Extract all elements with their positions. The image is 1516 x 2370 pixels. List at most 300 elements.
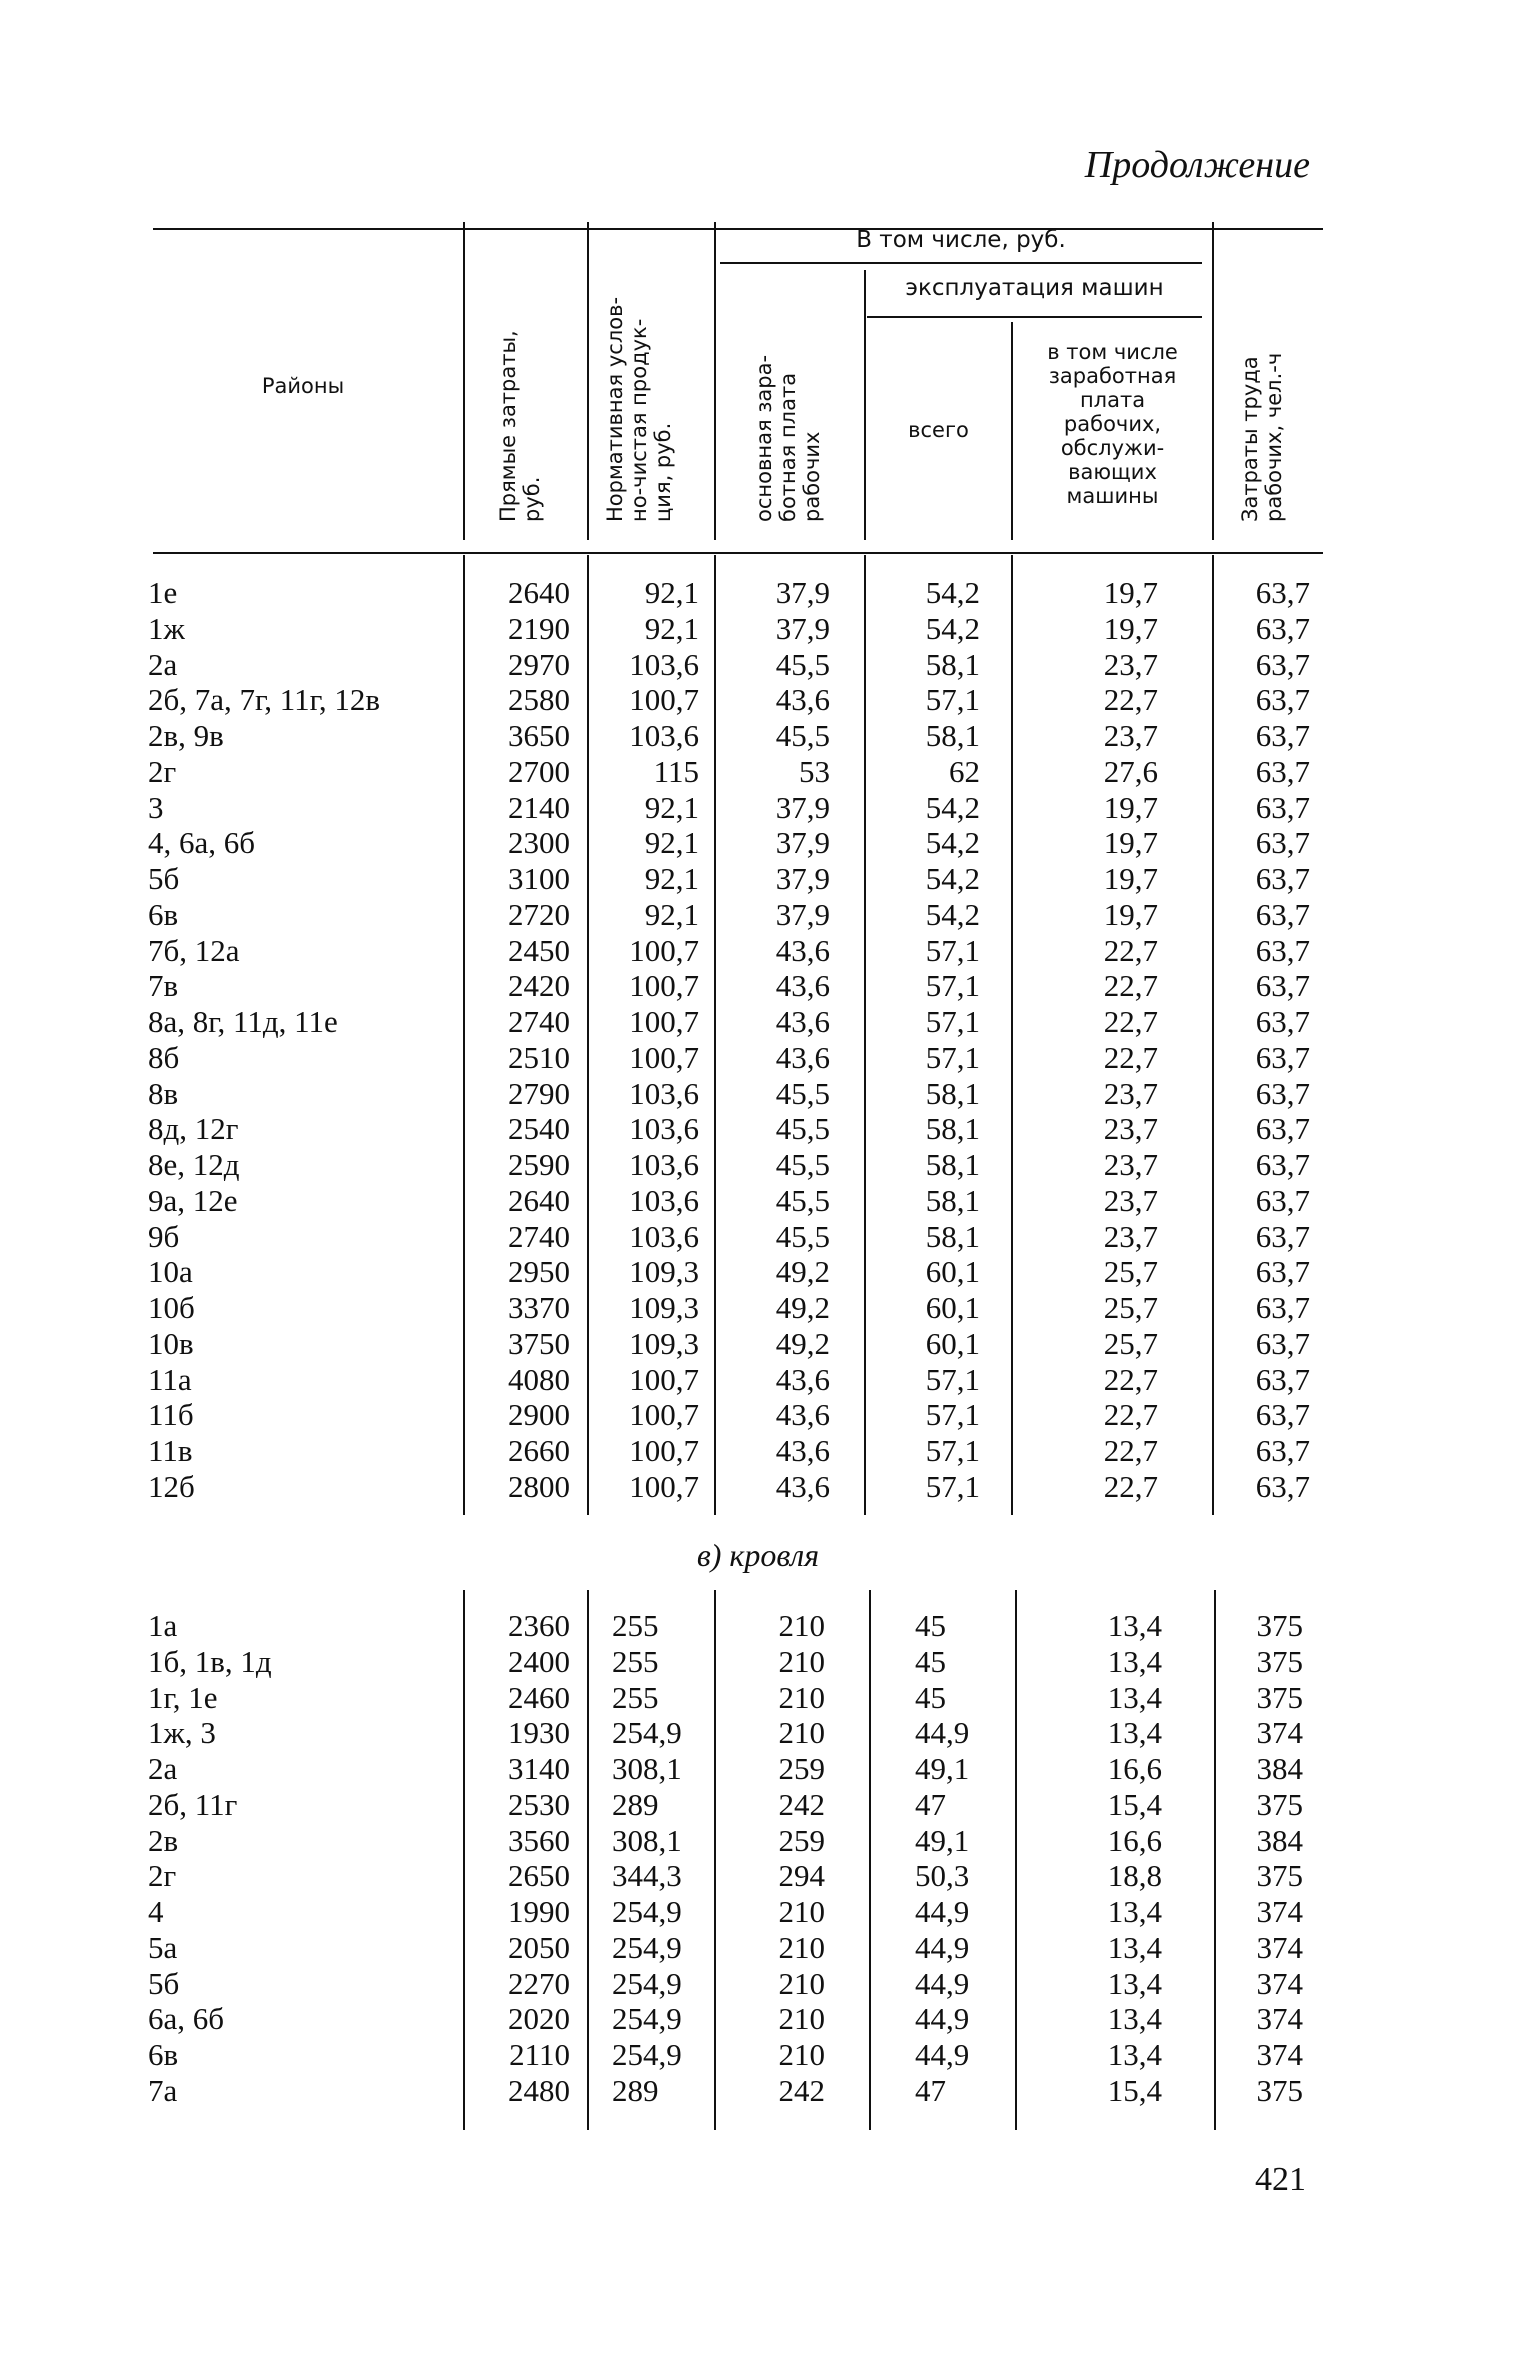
cell-direct-costs: 2790 [508,1075,570,1111]
table-row [0,1433,1516,1469]
cell-machine-wages: 22,7 [1103,968,1158,1004]
cell-region: 2в [148,1822,179,1858]
cell-machine-wages: 19,7 [1103,610,1158,646]
cell-region: 5б [148,1965,180,2001]
cell-base-wages: 49,2 [775,1325,830,1361]
table-row [0,1680,1516,1716]
cell-machine-wages: 19,7 [1103,575,1158,610]
cell-region: 9б [148,1218,180,1254]
cell-direct-costs: 2450 [508,932,570,968]
cell-labor-costs: 375 [1256,1786,1303,1822]
cell-machine-wages: 22,7 [1103,932,1158,968]
cell-region: 6а, 6б [148,2001,225,2037]
cell-machine-wages: 22,7 [1103,1397,1158,1433]
cell-base-wages: 259 [778,1751,825,1786]
cell-base-wages: 49,2 [775,1254,830,1290]
cell-base-wages: 45,5 [775,646,830,682]
table-row [0,1290,1516,1326]
cell-direct-costs: 2400 [508,1643,570,1679]
cell-direct-costs: 2640 [508,1182,570,1218]
cell-machine-total: 44,9 [915,1929,970,1965]
table-row [0,754,1516,790]
cell-normative-output: 308,1 [612,1822,682,1858]
cell-normative-output: 100,7 [629,1039,699,1075]
cell-normative-output: 103,6 [629,1218,699,1254]
cell-base-wages: 210 [778,1679,825,1715]
cell-region: 10б [148,1290,195,1325]
cell-machine-total: 54,2 [925,610,980,646]
cell-labor-costs: 63,7 [1255,753,1310,789]
table-row [0,1183,1516,1219]
cell-labor-costs: 63,7 [1255,682,1310,718]
cell-machine-total: 57,1 [925,932,980,968]
cell-base-wages: 210 [778,1894,825,1929]
cell-labor-costs: 63,7 [1255,646,1310,682]
cell-machine-total: 44,9 [915,2001,970,2037]
cell-base-wages: 37,9 [775,610,830,646]
cell-labor-costs: 63,7 [1255,610,1310,646]
cell-labor-costs: 63,7 [1255,932,1310,968]
cell-machine-wages: 22,7 [1103,1039,1158,1075]
cell-base-wages: 43,6 [775,1397,830,1433]
cell-direct-costs: 3100 [508,861,570,896]
cell-normative-output: 255 [612,1679,659,1715]
cell-normative-output: 92,1 [644,861,699,896]
table-row [0,1076,1516,1112]
cell-machine-total: 54,2 [925,789,980,825]
cell-labor-costs: 63,7 [1255,575,1310,610]
cell-direct-costs: 2900 [508,1397,570,1433]
cell-direct-costs: 2660 [508,1433,570,1468]
cell-normative-output: 308,1 [612,1751,682,1786]
continuation-label: Продолжение [1084,144,1310,186]
table-row [0,2073,1516,2109]
table-row [0,1219,1516,1255]
cell-base-wages: 43,6 [775,1361,830,1397]
cell-normative-output: 103,6 [629,1111,699,1147]
cell-normative-output: 344,3 [612,1858,682,1894]
cell-region: 2а [148,646,178,682]
cell-labor-costs: 63,7 [1255,1397,1310,1433]
cell-labor-costs: 63,7 [1255,789,1310,825]
cell-labor-costs: 63,7 [1255,718,1310,753]
cell-labor-costs: 375 [1256,1608,1303,1643]
cell-machine-total: 45 [915,1679,946,1715]
cell-base-wages: 43,6 [775,1433,830,1468]
section-title-roof: в) кровля [696,1537,820,1573]
cell-labor-costs: 375 [1256,1679,1303,1715]
cell-base-wages: 45,5 [775,718,830,753]
cell-normative-output: 100,7 [629,1397,699,1433]
cell-machine-total: 50,3 [915,1858,970,1894]
cell-direct-costs: 4080 [508,1361,570,1397]
cell-machine-wages: 23,7 [1103,1075,1158,1111]
cell-base-wages: 210 [778,1715,825,1751]
cell-labor-costs: 63,7 [1255,861,1310,896]
cell-labor-costs: 384 [1256,1751,1303,1786]
cell-direct-costs: 2190 [508,610,570,646]
table-row [0,1858,1516,1894]
table-row [0,1111,1516,1147]
cell-normative-output: 92,1 [644,575,699,610]
cell-region: 8е, 12д [148,1147,240,1182]
cell-region: 7б, 12а [148,932,240,968]
cell-region: 7в [148,968,179,1004]
cell-machine-wages: 16,6 [1107,1751,1162,1786]
cell-labor-costs: 374 [1256,2001,1303,2037]
cell-direct-costs: 2140 [508,789,570,825]
cell-machine-wages: 15,4 [1107,2072,1162,2108]
table-row [0,1823,1516,1859]
cell-machine-total: 57,1 [925,1039,980,1075]
cell-machine-total: 54,2 [925,861,980,896]
cell-machine-total: 58,1 [925,1111,980,1147]
cell-machine-wages: 19,7 [1103,789,1158,825]
cell-region: 2б, 11г [148,1786,238,1822]
cell-labor-costs: 384 [1256,1822,1303,1858]
cell-labor-costs: 63,7 [1255,1468,1310,1504]
cell-normative-output: 109,3 [629,1254,699,1290]
cell-machine-wages: 23,7 [1103,1111,1158,1147]
cell-direct-costs: 2590 [508,1147,570,1182]
cell-normative-output: 92,1 [644,610,699,646]
cell-labor-costs: 63,7 [1255,1075,1310,1111]
cell-base-wages: 210 [778,1608,825,1643]
cell-normative-output: 109,3 [629,1325,699,1361]
cell-region: 4, 6а, 6б [148,825,256,861]
including-rule [720,262,1202,264]
cell-machine-wages: 25,7 [1103,1254,1158,1290]
cell-region: 5б [148,861,180,896]
cell-region: 2а [148,1751,178,1786]
cell-machine-wages: 22,7 [1103,1433,1158,1468]
cell-machine-wages: 22,7 [1103,1468,1158,1504]
cell-direct-costs: 2970 [508,646,570,682]
cell-region: 1ж, 3 [148,1715,216,1751]
table-row [0,611,1516,647]
cell-direct-costs: 3140 [508,1751,570,1786]
cell-normative-output: 289 [612,2072,659,2108]
cell-labor-costs: 63,7 [1255,1182,1310,1218]
cell-machine-total: 58,1 [925,646,980,682]
cell-direct-costs: 2360 [508,1608,570,1643]
cell-machine-total: 58,1 [925,1075,980,1111]
machines-rule [867,316,1202,318]
table-row [0,2037,1516,2073]
cell-region: 1а [148,1608,178,1643]
cell-base-wages: 37,9 [775,825,830,861]
cell-base-wages: 294 [778,1858,825,1894]
cell-labor-costs: 375 [1256,1858,1303,1894]
cell-region: 8д, 12г [148,1111,239,1147]
col-divider-1 [463,222,465,540]
table-row [0,1644,1516,1680]
table-row [0,1894,1516,1930]
cell-direct-costs: 3370 [508,1290,570,1325]
cell-base-wages: 43,6 [775,1468,830,1504]
cell-direct-costs: 2540 [508,1111,570,1147]
cell-machine-wages: 19,7 [1103,825,1158,861]
cell-region: 2г [148,753,177,789]
cell-direct-costs: 2460 [508,1679,570,1715]
header-total: всего [908,418,969,442]
cell-region: 12б [148,1468,195,1504]
cell-machine-total: 57,1 [925,1361,980,1397]
table-row [0,1966,1516,2002]
cell-machine-wages: 22,7 [1103,1004,1158,1039]
cell-normative-output: 254,9 [612,1965,682,2001]
cell-region: 8в [148,1075,179,1111]
cell-direct-costs: 2300 [508,825,570,861]
cell-region: 11в [148,1433,193,1468]
cell-machine-wages: 13,4 [1107,2001,1162,2037]
cell-labor-costs: 63,7 [1255,825,1310,861]
cell-region: 1г, 1е [148,1679,218,1715]
cell-base-wages: 210 [778,2001,825,2037]
cell-region: 6в [148,896,179,932]
table-row [0,2001,1516,2037]
cell-machine-total: 60,1 [925,1290,980,1325]
table-row [0,647,1516,683]
cell-machine-wages: 13,4 [1107,1965,1162,2001]
cell-machine-total: 44,9 [915,1965,970,2001]
cell-region: 5а [148,1929,178,1965]
cell-machine-total: 60,1 [925,1254,980,1290]
header-base-wages: основная зара- ботная плата рабочих [752,354,824,522]
table-row [0,825,1516,861]
cell-machine-total: 49,1 [915,1751,970,1786]
cell-base-wages: 210 [778,1929,825,1965]
cell-labor-costs: 374 [1256,1929,1303,1965]
cell-base-wages: 43,6 [775,968,830,1004]
header-regions: Районы [261,374,345,398]
cell-base-wages: 45,5 [775,1182,830,1218]
cell-labor-costs: 63,7 [1255,1325,1310,1361]
cell-region: 1ж [148,610,185,646]
cell-labor-costs: 374 [1256,1715,1303,1751]
cell-machine-wages: 23,7 [1103,1218,1158,1254]
table-row [0,933,1516,969]
cell-region: 2б, 7а, 7г, 11г, 12в [148,682,380,718]
cell-direct-costs: 1930 [508,1715,570,1751]
cell-base-wages: 210 [778,1643,825,1679]
cell-region: 9а, 12е [148,1182,238,1218]
cell-machine-wages: 16,6 [1107,1822,1162,1858]
col-divider-2 [587,222,589,540]
cell-base-wages: 37,9 [775,896,830,932]
cell-direct-costs: 2650 [508,1858,570,1894]
cell-labor-costs: 374 [1256,1965,1303,2001]
cell-normative-output: 255 [612,1608,659,1643]
cell-machine-total: 54,2 [925,575,980,610]
cell-machine-total: 44,9 [915,1894,970,1929]
cell-machine-total: 45 [915,1643,946,1679]
cell-machine-total: 49,1 [915,1822,970,1858]
cell-machine-total: 57,1 [925,682,980,718]
cell-machine-wages: 23,7 [1103,646,1158,682]
cell-region: 1е [148,575,178,610]
cell-machine-wages: 19,7 [1103,861,1158,896]
header-machine-wages: в том числе заработная плата рабочих, обслужи- вающих машины [1047,340,1178,508]
col-divider-6 [1212,222,1214,540]
cell-labor-costs: 63,7 [1255,1254,1310,1290]
header-normative-output: Нормативная услов- но-чистая продук- ция, руб. [603,296,675,522]
cell-machine-wages: 13,4 [1107,1679,1162,1715]
cell-direct-costs: 2950 [508,1254,570,1290]
cell-direct-costs: 2580 [508,682,570,718]
cell-normative-output: 254,9 [612,1715,682,1751]
cell-machine-total: 47 [915,1786,946,1822]
cell-region: 2в, 9в [148,718,224,753]
cell-normative-output: 92,1 [644,896,699,932]
cell-base-wages: 37,9 [775,861,830,896]
cell-labor-costs: 63,7 [1255,1039,1310,1075]
cell-machine-total: 58,1 [925,1218,980,1254]
cell-normative-output: 255 [612,1643,659,1679]
cell-region: 6в [148,2037,179,2072]
cell-normative-output: 115 [653,753,699,789]
cell-region: 7а [148,2072,178,2108]
cell-base-wages: 242 [778,1786,825,1822]
cell-labor-costs: 63,7 [1255,1147,1310,1182]
cell-direct-costs: 3750 [508,1325,570,1361]
cell-region: 8а, 8г, 11д, 11е [148,1004,338,1039]
table-row [0,1254,1516,1290]
cell-machine-total: 57,1 [925,968,980,1004]
cell-normative-output: 254,9 [612,2001,682,2037]
cell-region: 11б [148,1397,194,1433]
cell-labor-costs: 63,7 [1255,968,1310,1004]
cell-base-wages: 37,9 [775,789,830,825]
cell-direct-costs: 2740 [508,1218,570,1254]
table-row [0,1397,1516,1433]
cell-normative-output: 103,6 [629,1182,699,1218]
cell-direct-costs: 2050 [508,1929,570,1965]
cell-machine-total: 54,2 [925,825,980,861]
cell-normative-output: 103,6 [629,718,699,753]
cell-machine-total: 54,2 [925,896,980,932]
table-row [0,968,1516,1004]
cell-machine-wages: 23,7 [1103,1147,1158,1182]
cell-machine-wages: 19,7 [1103,896,1158,932]
cell-base-wages: 45,5 [775,1075,830,1111]
cell-normative-output: 100,7 [629,1433,699,1468]
header-labor-costs: Затраты труда рабочих, чел.-ч [1238,352,1286,522]
cell-region: 8б [148,1039,180,1075]
cell-normative-output: 100,7 [629,1004,699,1039]
table-row [0,1608,1516,1644]
cell-machine-wages: 25,7 [1103,1325,1158,1361]
cell-region: 4 [148,1894,164,1929]
cell-normative-output: 254,9 [612,1929,682,1965]
cell-direct-costs: 2740 [508,1004,570,1039]
cell-base-wages: 210 [778,1965,825,2001]
cell-machine-wages: 25,7 [1103,1290,1158,1325]
cell-direct-costs: 3560 [508,1822,570,1858]
cell-region: 3 [148,789,164,825]
cell-labor-costs: 63,7 [1255,1290,1310,1325]
cell-normative-output: 100,7 [629,682,699,718]
cell-labor-costs: 63,7 [1255,1218,1310,1254]
cell-direct-costs: 2700 [508,753,570,789]
cell-region: 10в [148,1325,194,1361]
cell-machine-wages: 13,4 [1107,1894,1162,1929]
cell-normative-output: 103,6 [629,1147,699,1182]
table-row [0,1040,1516,1076]
table-row [0,575,1516,611]
cell-machine-wages: 15,4 [1107,1786,1162,1822]
cell-labor-costs: 375 [1256,2072,1303,2108]
cell-machine-wages: 13,4 [1107,1643,1162,1679]
cell-direct-costs: 2800 [508,1468,570,1504]
cell-normative-output: 100,7 [629,1361,699,1397]
cell-region: 1б, 1в, 1д [148,1643,272,1679]
cell-base-wages: 53 [799,753,830,789]
cell-normative-output: 103,6 [629,1075,699,1111]
cell-base-wages: 43,6 [775,932,830,968]
cell-direct-costs: 2480 [508,2072,570,2108]
cell-normative-output: 254,9 [612,1894,682,1929]
cell-region: 10а [148,1254,193,1290]
col-divider-4 [864,270,866,540]
cell-labor-costs: 374 [1256,1894,1303,1929]
table-row [0,718,1516,754]
cell-normative-output: 92,1 [644,825,699,861]
cell-machine-total: 58,1 [925,1182,980,1218]
cell-machine-wages: 22,7 [1103,1361,1158,1397]
cell-base-wages: 49,2 [775,1290,830,1325]
table-row [0,861,1516,897]
cell-base-wages: 45,5 [775,1218,830,1254]
cell-base-wages: 45,5 [775,1147,830,1182]
table-row [0,1787,1516,1823]
cell-labor-costs: 63,7 [1255,896,1310,932]
cell-direct-costs: 2020 [508,2001,570,2037]
table-row [0,897,1516,933]
cell-normative-output: 92,1 [644,789,699,825]
cell-normative-output: 100,7 [629,1468,699,1504]
cell-labor-costs: 63,7 [1255,1111,1310,1147]
cell-labor-costs: 63,7 [1255,1361,1310,1397]
cell-machine-wages: 23,7 [1103,718,1158,753]
cell-machine-total: 58,1 [925,1147,980,1182]
table-row [0,1004,1516,1040]
table-row [0,1326,1516,1362]
table-row [0,1715,1516,1751]
table-row [0,1147,1516,1183]
cell-machine-total: 44,9 [915,2037,970,2072]
cell-normative-output: 254,9 [612,2037,682,2072]
header-including: В том числе, руб. [856,227,1066,253]
cell-direct-costs: 2640 [508,575,570,610]
cell-machine-wages: 13,4 [1107,1715,1162,1751]
cell-labor-costs: 375 [1256,1643,1303,1679]
cell-direct-costs: 1990 [508,1894,570,1929]
cell-normative-output: 103,6 [629,646,699,682]
col-divider-3 [714,222,716,540]
cell-labor-costs: 63,7 [1255,1433,1310,1468]
cell-machine-total: 57,1 [925,1397,980,1433]
cell-base-wages: 43,6 [775,1039,830,1075]
cell-machine-total: 44,9 [915,1715,970,1751]
table-row [0,682,1516,718]
cell-machine-total: 58,1 [925,718,980,753]
cell-normative-output: 289 [612,1786,659,1822]
cell-normative-output: 100,7 [629,968,699,1004]
cell-machine-total: 47 [915,2072,946,2108]
cell-machine-total: 57,1 [925,1433,980,1468]
table-row [0,1930,1516,1966]
